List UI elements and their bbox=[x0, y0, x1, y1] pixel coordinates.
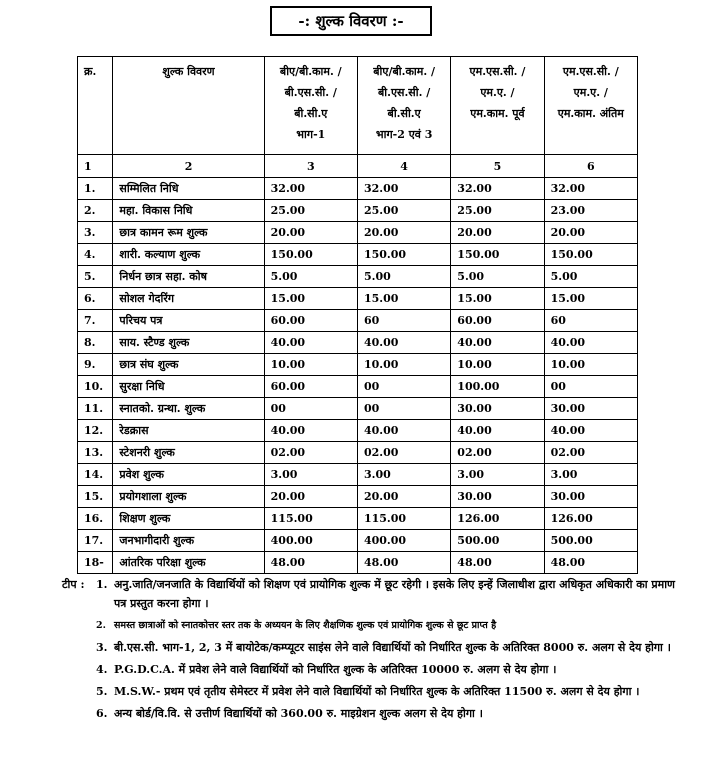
table-header-row bbox=[78, 57, 638, 155]
row-value: 25.00 bbox=[264, 200, 357, 222]
row-value: 00 bbox=[357, 398, 450, 420]
table-row bbox=[78, 200, 638, 222]
row-value: 15.00 bbox=[451, 288, 544, 310]
row-value: 150.00 bbox=[451, 244, 544, 266]
header-desc: शुल्क विवरण bbox=[113, 57, 264, 155]
row-desc: सम्मिलित निधि bbox=[113, 178, 264, 200]
row-value: 30.00 bbox=[451, 398, 544, 420]
header-col5 bbox=[451, 57, 544, 155]
row-desc: छात्र कामन रूम शुल्क bbox=[113, 222, 264, 244]
note-number: 5. bbox=[96, 685, 108, 698]
column-number-row bbox=[78, 155, 638, 178]
note-item bbox=[84, 616, 684, 635]
header-col6-line: एम.ए. / bbox=[573, 86, 608, 99]
header-col6-line: एम.एस.सी. / bbox=[562, 65, 619, 78]
table-row bbox=[78, 310, 638, 332]
table-row bbox=[78, 508, 638, 530]
row-value: 60.00 bbox=[264, 376, 357, 398]
column-number: 6 bbox=[544, 155, 637, 178]
row-value: 3.00 bbox=[451, 464, 544, 486]
row-value: 20.00 bbox=[264, 486, 357, 508]
table-row bbox=[78, 486, 638, 508]
column-number: 4 bbox=[357, 155, 450, 178]
row-value: 32.00 bbox=[451, 178, 544, 200]
row-value: 40.00 bbox=[357, 420, 450, 442]
row-value: 40.00 bbox=[357, 332, 450, 354]
note-number: 2. bbox=[96, 620, 106, 631]
row-value: 48.00 bbox=[451, 552, 544, 574]
row-value: 500.00 bbox=[451, 530, 544, 552]
row-sr: 2. bbox=[78, 200, 113, 222]
table-row bbox=[78, 442, 638, 464]
row-value: 15.00 bbox=[544, 288, 637, 310]
column-number: 2 bbox=[113, 155, 264, 178]
row-sr: 7. bbox=[78, 310, 113, 332]
notes-label: टीप : bbox=[62, 578, 85, 591]
row-value: 20.00 bbox=[544, 222, 637, 244]
row-sr: 9. bbox=[78, 354, 113, 376]
note-item bbox=[84, 638, 684, 657]
row-value: 500.00 bbox=[544, 530, 637, 552]
row-value: 3.00 bbox=[357, 464, 450, 486]
table-row bbox=[78, 332, 638, 354]
row-sr: 12. bbox=[78, 420, 113, 442]
note-text: समस्त छात्राओं को स्नातकोत्तर स्तर तक के अध्ययन के लिए शैक्षणिक शुल्क एवं प्रायोगिक शुल्क से छूट प्राप्त है bbox=[114, 620, 497, 631]
row-value: 40.00 bbox=[264, 420, 357, 442]
page-title: -: शुल्क विवरण :- bbox=[270, 6, 432, 36]
row-value: 15.00 bbox=[357, 288, 450, 310]
row-value: 3.00 bbox=[264, 464, 357, 486]
row-value: 25.00 bbox=[357, 200, 450, 222]
table-row bbox=[78, 354, 638, 376]
row-value: 23.00 bbox=[544, 200, 637, 222]
header-col5-line: एम.ए. / bbox=[480, 86, 515, 99]
row-value: 00 bbox=[264, 398, 357, 420]
table-row bbox=[78, 266, 638, 288]
row-sr: 8. bbox=[78, 332, 113, 354]
notes-section bbox=[62, 575, 684, 726]
row-value: 126.00 bbox=[451, 508, 544, 530]
row-value: 115.00 bbox=[264, 508, 357, 530]
row-value: 30.00 bbox=[544, 486, 637, 508]
header-col3-line: बी.एस.सी. / bbox=[284, 86, 337, 99]
table-row bbox=[78, 420, 638, 442]
header-col4-line: बी.सी.ए bbox=[387, 107, 421, 120]
row-value: 40.00 bbox=[451, 420, 544, 442]
header-col3 bbox=[264, 57, 357, 155]
row-desc: परिचय पत्र bbox=[113, 310, 264, 332]
note-text: अनु.जाति/जनजाति के विद्यार्थियों को शिक्षण एवं प्रायोगिक शुल्क में छूट रहेगी । इसके लिए इन्हें जिलाधीश द्वारा अधिकृत अधिकारी का प्रमाण पत्र प्रस्तुत करना होगा । bbox=[114, 578, 676, 610]
row-value: 10.00 bbox=[264, 354, 357, 376]
row-value: 20.00 bbox=[357, 486, 450, 508]
row-value: 00 bbox=[544, 376, 637, 398]
row-value: 5.00 bbox=[451, 266, 544, 288]
row-value: 40.00 bbox=[264, 332, 357, 354]
row-sr: 6. bbox=[78, 288, 113, 310]
note-number: 3. bbox=[96, 641, 108, 654]
header-col3-line: बी.सी.ए bbox=[294, 107, 328, 120]
note-item bbox=[84, 704, 684, 723]
row-value: 25.00 bbox=[451, 200, 544, 222]
fee-table bbox=[77, 56, 638, 574]
row-sr: 4. bbox=[78, 244, 113, 266]
note-item bbox=[84, 660, 684, 679]
row-value: 150.00 bbox=[357, 244, 450, 266]
row-sr: 15. bbox=[78, 486, 113, 508]
row-desc: सुरक्षा निधि bbox=[113, 376, 264, 398]
note-item bbox=[62, 575, 684, 613]
row-value: 60.00 bbox=[264, 310, 357, 332]
table-row bbox=[78, 376, 638, 398]
row-value: 10.00 bbox=[451, 354, 544, 376]
row-value: 48.00 bbox=[544, 552, 637, 574]
row-value: 60 bbox=[544, 310, 637, 332]
table-row bbox=[78, 222, 638, 244]
row-desc: निर्धन छात्र सहा. कोष bbox=[113, 266, 264, 288]
row-value: 20.00 bbox=[357, 222, 450, 244]
row-value: 126.00 bbox=[544, 508, 637, 530]
row-value: 115.00 bbox=[357, 508, 450, 530]
row-value: 48.00 bbox=[264, 552, 357, 574]
row-desc: स्टेशनरी शुल्क bbox=[113, 442, 264, 464]
header-col6-line: एम.काम. अंतिम bbox=[557, 107, 624, 120]
row-value: 40.00 bbox=[544, 332, 637, 354]
row-desc: शिक्षण शुल्क bbox=[113, 508, 264, 530]
row-value: 15.00 bbox=[264, 288, 357, 310]
table-row bbox=[78, 552, 638, 574]
row-desc: प्रयोगशाला शुल्क bbox=[113, 486, 264, 508]
note-text: बी.एस.सी. भाग-1, 2, 3 में बायोटेक/कम्प्यूटर साइंस लेने वाले विद्यार्थियों को निर्धारित शुल्क के अतिरिक्त 8000 रु. अलग से देय होगा । bbox=[114, 641, 671, 654]
header-col6 bbox=[544, 57, 637, 155]
column-number: 1 bbox=[78, 155, 113, 178]
row-value: 10.00 bbox=[544, 354, 637, 376]
note-number: 6. bbox=[96, 707, 108, 720]
table-row bbox=[78, 398, 638, 420]
row-sr: 13. bbox=[78, 442, 113, 464]
note-number: 4. bbox=[96, 663, 108, 676]
row-desc: स्नातको. ग्रन्था. शुल्क bbox=[113, 398, 264, 420]
row-value: 02.00 bbox=[544, 442, 637, 464]
row-value: 100.00 bbox=[451, 376, 544, 398]
row-value: 30.00 bbox=[544, 398, 637, 420]
row-desc: रेडक्रास bbox=[113, 420, 264, 442]
header-col3-line: भाग-1 bbox=[296, 128, 326, 141]
row-sr: 16. bbox=[78, 508, 113, 530]
row-value: 150.00 bbox=[544, 244, 637, 266]
row-sr: 18- bbox=[78, 552, 113, 574]
row-value: 400.00 bbox=[264, 530, 357, 552]
row-desc: सोशल गेदरिंग bbox=[113, 288, 264, 310]
table-row bbox=[78, 288, 638, 310]
row-value: 400.00 bbox=[357, 530, 450, 552]
note-number: 1. bbox=[96, 578, 108, 591]
row-value: 32.00 bbox=[357, 178, 450, 200]
header-sr: क्र. bbox=[78, 57, 113, 155]
row-value: 40.00 bbox=[451, 332, 544, 354]
row-value: 02.00 bbox=[264, 442, 357, 464]
row-sr: 14. bbox=[78, 464, 113, 486]
header-col4 bbox=[357, 57, 450, 155]
header-col4-line: बी.एस.सी. / bbox=[377, 86, 431, 99]
table-row bbox=[78, 178, 638, 200]
row-value: 20.00 bbox=[264, 222, 357, 244]
row-desc: आंतरिक परिक्षा शुल्क bbox=[113, 552, 264, 574]
note-text: M.S.W.- प्रथम एवं तृतीय सेमेस्टर में प्रवेश लेने वाले विद्यार्थियों को निर्धारित शुल्क के अतिरिक्त 11500 रु. अलग से देय होगा । bbox=[114, 685, 640, 698]
row-value: 60 bbox=[357, 310, 450, 332]
row-value: 20.00 bbox=[451, 222, 544, 244]
row-sr: 17. bbox=[78, 530, 113, 552]
header-col5-line: एम.एस.सी. / bbox=[469, 65, 526, 78]
row-desc: शारी. कल्याण शुल्क bbox=[113, 244, 264, 266]
header-col4-line: भाग-2 एवं 3 bbox=[375, 128, 433, 141]
row-value: 150.00 bbox=[264, 244, 357, 266]
row-desc: जनभागीदारी शुल्क bbox=[113, 530, 264, 552]
row-value: 5.00 bbox=[544, 266, 637, 288]
row-value: 5.00 bbox=[357, 266, 450, 288]
row-sr: 10. bbox=[78, 376, 113, 398]
header-col3-line: बीए/बी.काम. / bbox=[279, 65, 342, 78]
row-value: 32.00 bbox=[264, 178, 357, 200]
row-value: 40.00 bbox=[544, 420, 637, 442]
row-value: 60.00 bbox=[451, 310, 544, 332]
note-text: अन्य बोर्ड/वि.वि. से उत्तीर्ण विद्यार्थियों को 360.00 रु. माइग्रेशन शुल्क अलग से देय होगा । bbox=[114, 707, 483, 720]
table-row bbox=[78, 530, 638, 552]
row-value: 10.00 bbox=[357, 354, 450, 376]
row-desc: साय. स्टैण्ड शुल्क bbox=[113, 332, 264, 354]
row-desc: प्रवेश शुल्क bbox=[113, 464, 264, 486]
column-number: 5 bbox=[451, 155, 544, 178]
header-col4-line: बीए/बी.काम. / bbox=[373, 65, 435, 78]
row-value: 00 bbox=[357, 376, 450, 398]
row-value: 02.00 bbox=[451, 442, 544, 464]
row-sr: 3. bbox=[78, 222, 113, 244]
note-text: P.G.D.C.A. में प्रवेश लेने वाले विद्यार्थियों को निर्धारित शुल्क के अतिरिक्त 10000 रु. अलग से देय होगा । bbox=[114, 663, 557, 676]
row-desc: महा. विकास निधि bbox=[113, 200, 264, 222]
row-desc: छात्र संघ शुल्क bbox=[113, 354, 264, 376]
row-value: 5.00 bbox=[264, 266, 357, 288]
header-col5-line: एम.काम. पूर्व bbox=[470, 107, 525, 120]
row-value: 3.00 bbox=[544, 464, 637, 486]
table-row bbox=[78, 244, 638, 266]
table-row bbox=[78, 464, 638, 486]
column-number: 3 bbox=[264, 155, 357, 178]
row-sr: 11. bbox=[78, 398, 113, 420]
row-value: 30.00 bbox=[451, 486, 544, 508]
row-value: 48.00 bbox=[357, 552, 450, 574]
note-item bbox=[84, 682, 684, 701]
row-sr: 1. bbox=[78, 178, 113, 200]
row-value: 02.00 bbox=[357, 442, 450, 464]
row-value: 32.00 bbox=[544, 178, 637, 200]
row-sr: 5. bbox=[78, 266, 113, 288]
